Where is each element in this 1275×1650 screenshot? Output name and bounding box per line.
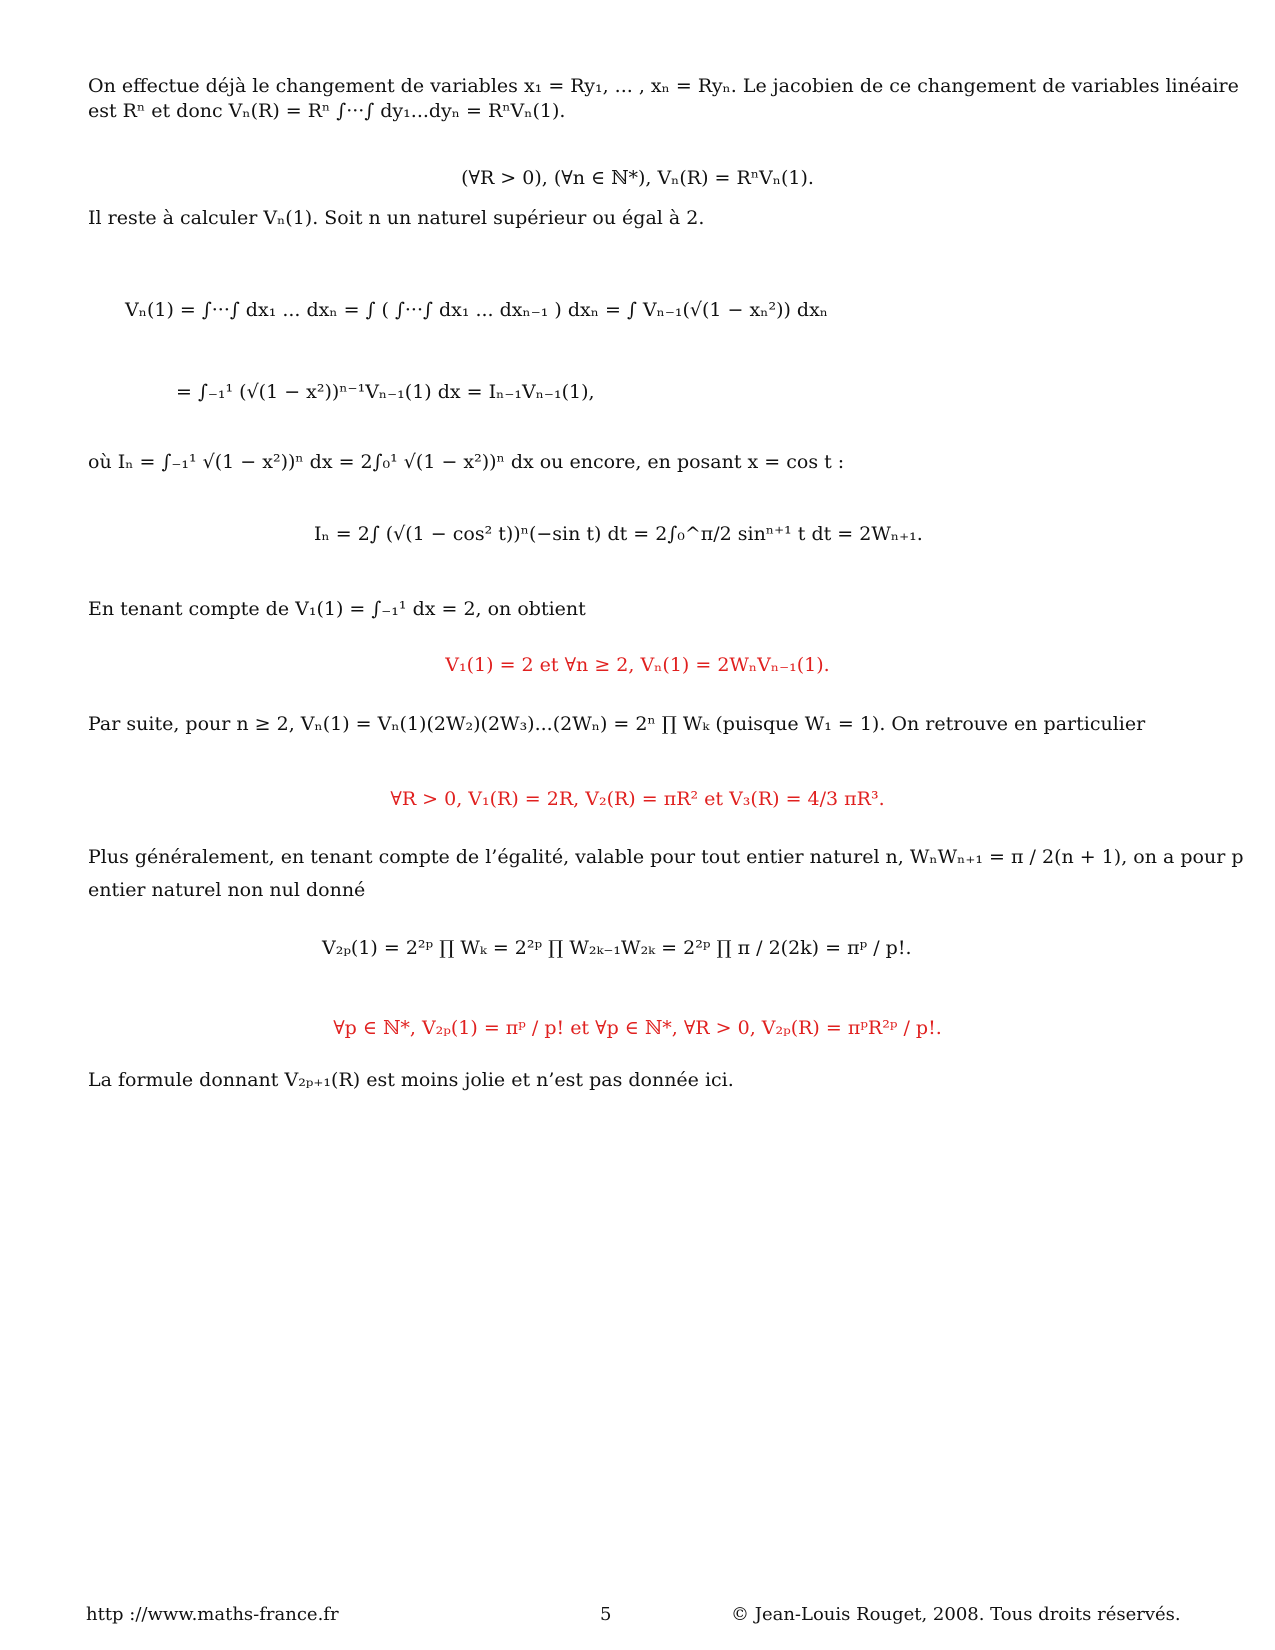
paragraph-v1: En tenant compte de V₁(1) = ∫₋₁¹ dx = 2, on obtient (88, 598, 586, 620)
footer-url[interactable]: http ://www.maths-france.fr (86, 1604, 339, 1625)
paragraph-final: La formule donnant V₂ₚ₊₁(R) est moins jolie et n’est pas donnée ici. (88, 1069, 734, 1091)
equation-vn-integral: Vₙ(1) = ∫···∫ dx₁ ... dxₙ = ∫ ( ∫···∫ dx₁ ... dxₙ₋₁ ) dxₙ = ∫ Vₙ₋₁(√(1 − xₙ²)) dxₙ (125, 299, 829, 321)
result-v2p: ∀p ∈ ℕ*, V₂ₚ(1) = πᵖ / p! et ∀p ∈ ℕ*, ∀R > 0, V₂ₚ(R) = πᵖR²ᵖ / p!. (333, 1017, 942, 1039)
result-v1-recurrence: V₁(1) = 2 et ∀n ≥ 2, Vₙ(1) = 2WₙVₙ₋₁(1). (445, 654, 830, 676)
paragraph-change-of-variables-1: On effectue déjà le changement de variables x₁ = Ry₁, ... , xₙ = Ryₙ. Le jacobien de ce changement de variables linéaire (88, 75, 1239, 97)
paragraph-general-2: entier naturel non nul donné (88, 879, 366, 901)
equation-v2p: V₂ₚ(1) = 2²ᵖ ∏ Wₖ = 2²ᵖ ∏ W₂ₖ₋₁W₂ₖ = 2²ᵖ ∏ π / 2(2k) = πᵖ / p!. (322, 937, 912, 959)
paragraph-remaining: Il reste à calculer Vₙ(1). Soit n un naturel supérieur ou égal à 2. (88, 207, 705, 229)
result-particular-volumes: ∀R > 0, V₁(R) = 2R, V₂(R) = πR² et V₃(R) = 4/3 πR³. (390, 788, 885, 810)
equation-vn-recursion: = ∫₋₁¹ (√(1 − x²))ⁿ⁻¹Vₙ₋₁(1) dx = Iₙ₋₁Vₙ₋₁(1), (176, 381, 595, 403)
paragraph-general-1: Plus généralement, en tenant compte de l’égalité, valable pour tout entier naturel n, WₙWₙ₊₁ = π / 2(n + 1), on a pour p (88, 846, 1244, 868)
paragraph-product: Par suite, pour n ≥ 2, Vₙ(1) = Vₙ(1)(2W₂)(2W₃)...(2Wₙ) = 2ⁿ ∏ Wₖ (puisque W₁ = 1). On retrouve en particulier (88, 713, 1146, 735)
footer-copyright: © Jean-Louis Rouget, 2008. Tous droits réservés. (731, 1604, 1181, 1625)
footer-page-number: 5 (600, 1604, 612, 1625)
equation-homogeneity: (∀R > 0), (∀n ∈ ℕ*), Vₙ(R) = RⁿVₙ(1). (461, 167, 814, 189)
equation-in-wallis: Iₙ = 2∫ (√(1 − cos² t))ⁿ(−sin t) dt = 2∫₀^π/2 sinⁿ⁺¹ t dt = 2Wₙ₊₁. (314, 523, 923, 545)
paragraph-change-of-variables-2: est Rⁿ et donc Vₙ(R) = Rⁿ ∫···∫ dy₁...dyₙ = RⁿVₙ(1). (88, 100, 566, 122)
paragraph-in-definition: où Iₙ = ∫₋₁¹ √(1 − x²))ⁿ dx = 2∫₀¹ √(1 − x²))ⁿ dx ou encore, en posant x = cos t : (88, 451, 845, 473)
